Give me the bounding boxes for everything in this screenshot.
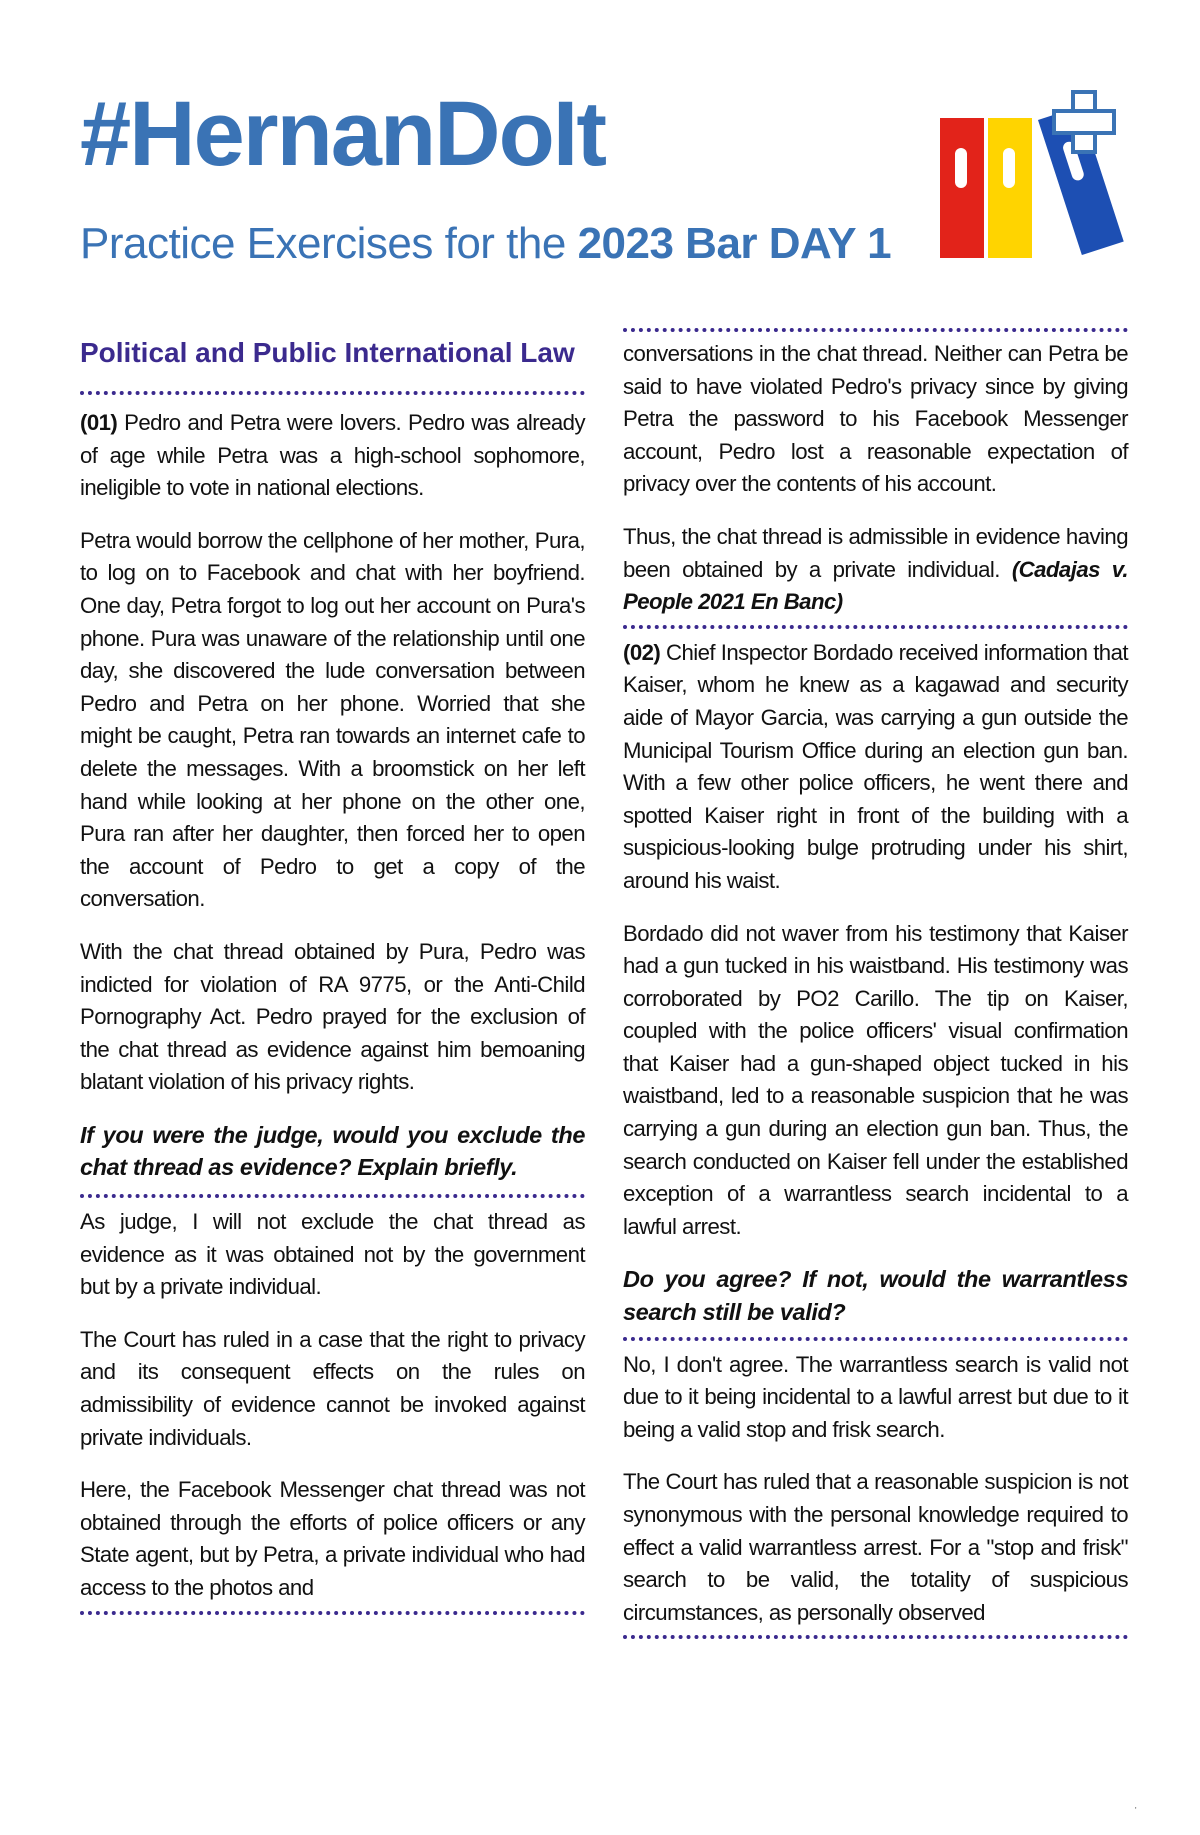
- q1-answer4: [623, 521, 1128, 619]
- q1-answer3: Here, the Facebook Messenger chat thread was not obtained through the efforts of police officers or any State agent, but by Petra, a private individual who had access to the photos and: [80, 1477, 585, 1600]
- q2-number: (02): [623, 639, 661, 665]
- subtitle-bold: 2023 Bar DAY 1: [577, 219, 892, 268]
- right-column: [623, 328, 1128, 1651]
- dotted-divider: [623, 1635, 1128, 1639]
- q2-intro: [623, 637, 1128, 898]
- q1-intro: [80, 407, 585, 505]
- page-title: #HernanDoIt: [80, 83, 605, 185]
- dotted-divider: [80, 1194, 585, 1198]
- q1-answer1: As judge, I will not exclude the chat thread as evidence as it was obtained not by the government but by a private individual.: [80, 1209, 585, 1300]
- red-binder-icon: [940, 118, 984, 258]
- yellow-binder-icon: [988, 118, 1032, 258]
- q1-para2: Petra would borrow the cellphone of her mother, Pura, to log on to Facebook and chat with her boyfriend. One day, Petra forgot to log out her account on Pura's phone. Pura was unaware of the relationship until one day, she discovered the lude conversation between Pedro and Petra on her phone. Worried that she might be caught, Petra ran towards an internet cafe to delete the messages. With a broomstick on her left hand while looking at her phone on the other one, Pura ran after her daughter, then forced her to open the account of Pedro to get a copy of the conversation.: [80, 527, 585, 912]
- q1-citation: (Cadajas v. People 2021 En Banc): [623, 556, 1128, 615]
- q2-question: Do you agree? If not, would the warrantless search still be valid?: [623, 1266, 1128, 1326]
- page-mark: ': [1135, 1806, 1137, 1815]
- subtitle-prefix: Practice Exercises for the: [80, 219, 578, 268]
- dotted-divider: [80, 1611, 585, 1615]
- dotted-divider: [623, 328, 1128, 332]
- page-subtitle: [80, 219, 892, 268]
- q1-answer4-text: Thus, the chat thread is admissible in evidence having been obtained by a private individual.: [623, 523, 1128, 582]
- q2-answer1: No, I don't agree. The warrantless search is valid not due to it being incidental to a lawful arrest but due to it being a valid stop and frisk search.: [623, 1351, 1128, 1442]
- section-heading: Political and Public International Law: [80, 337, 575, 368]
- q1-answer3-continued: conversations in the chat thread. Neither can Petra be said to have violated Pedro's privacy since by giving Petra the password to his Facebook Messenger account, Pedro lost a reasonable expectation of privacy over the contents of his account.: [623, 341, 1128, 497]
- q2-answer2: The Court has ruled that a reasonable suspicion is not synonymous with the personal knowledge required to effect a valid warrantless arrest. For a "stop and frisk" search to be valid, the totality of suspicious circumstances, as personally observed: [623, 1469, 1128, 1625]
- binders-plus-logo: [930, 90, 1130, 270]
- q1-para1: Pedro and Petra were lovers. Pedro was already of age while Petra was a high-school sophomore, ineligible to vote in national elections.: [80, 410, 585, 501]
- q1-number: (01): [80, 410, 118, 435]
- dotted-divider: [623, 1337, 1128, 1341]
- q2-para1: Chief Inspector Bordado received information that Kaiser, whom he knew as a kagawad and security aide of Mayor Garcia, was carrying a gun outside the Municipal Tourism Office during an election gun ban. With a few other police officers, he went there and spotted Kaiser right in front of the building with a suspicious-looking bulge protruding under his shirt, around his waist.: [623, 639, 1128, 893]
- q1-answer2: The Court has ruled in a case that the right to privacy and its consequent effects on the rules on admissibility of evidence cannot be invoked against private individuals.: [80, 1326, 585, 1450]
- left-column: [80, 325, 585, 1627]
- dotted-divider: [623, 625, 1128, 629]
- dotted-divider: [80, 391, 585, 395]
- q1-para3: With the chat thread obtained by Pura, Pedro was indicted for violation of RA 9775, or the Anti-Child Pornography Act. Pedro prayed for the exclusion of the chat thread as evidence against him bemoaning blatant violation of his privacy rights.: [80, 938, 585, 1095]
- q1-question: If you were the judge, would you exclude the chat thread as evidence? Explain briefly.: [80, 1121, 585, 1181]
- q2-para2: Bordado did not waver from his testimony that Kaiser had a gun tucked in his waistband. His testimony was corroborated by PO2 Carillo. The tip on Kaiser, coupled with the police officers' visual confirmation that Kaiser had a gun-shaped object tucked in his waistband, led to a reasonable suspicion that he was carrying a gun during an election gun ban. Thus, the search conducted on Kaiser fell under the established exception of a warrantless search incidental to a lawful arrest.: [623, 920, 1128, 1239]
